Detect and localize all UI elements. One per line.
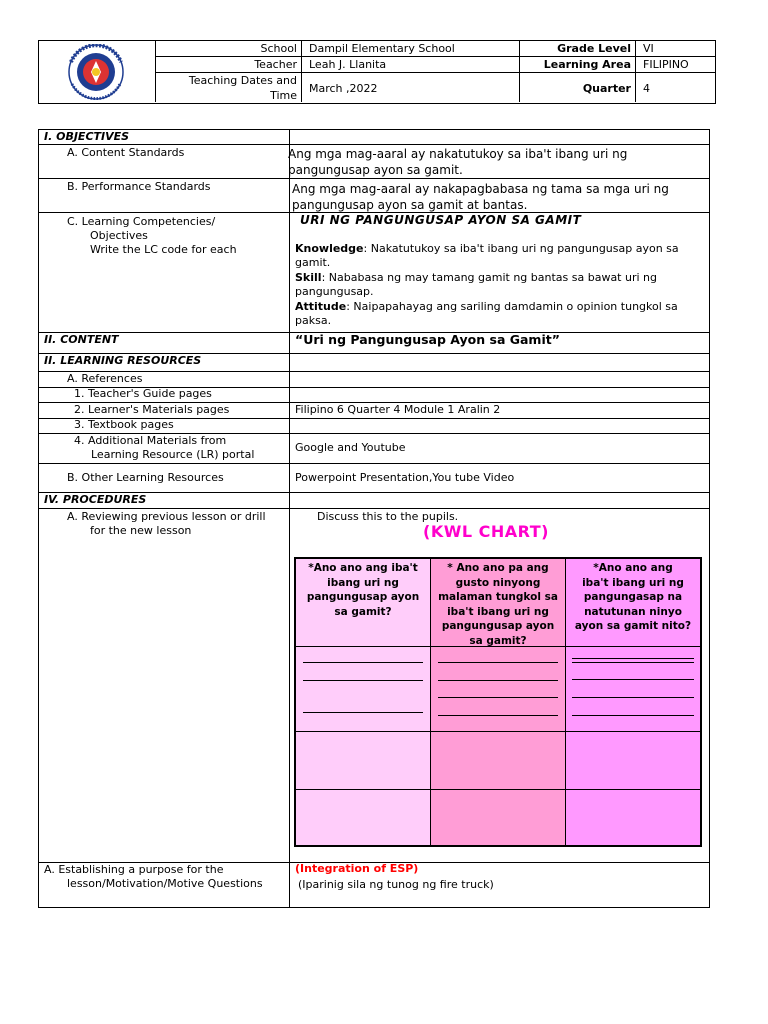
deped-seal-icon [61, 44, 131, 100]
learners-materials-label: 2. Learner's Materials pages [74, 403, 230, 416]
answer-line [438, 697, 558, 698]
other-resources-label: B. Other Learning Resources [67, 471, 224, 484]
resources-heading: II. LEARNING RESOURCES [44, 354, 202, 367]
kwl-cell-learned-3 [565, 789, 701, 846]
performance-standards-text: Ang mga mag-aaral ay nakapagbabasa ng tama sa mga uri ng pangungusap ayon sa gamit at bantas. [292, 182, 669, 212]
answer-line [572, 658, 694, 659]
answer-line [572, 679, 694, 680]
teachers-guide-label: 1. Teacher's Guide pages [74, 387, 212, 400]
content-value: “Uri ng Pangungusap Ayon sa Gamit” [295, 332, 560, 347]
school-label: School [260, 42, 297, 55]
performance-standards-label: B. Performance Standards [67, 180, 211, 193]
dates-label-2: Time [270, 89, 297, 102]
school-value: Dampil Elementary School [309, 42, 455, 55]
kwl-chart [294, 557, 702, 847]
answer-line [303, 662, 423, 663]
answer-line [438, 662, 558, 663]
learners-materials-value: Filipino 6 Quarter 4 Module 1 Aralin 2 [295, 403, 501, 416]
answer-line [438, 680, 558, 681]
review-label: A. Reviewing previous lesson or drill for the new lesson [67, 510, 266, 537]
area-value: FILIPINO [643, 58, 689, 71]
kwl-header-want: * Ano ano pa ang gusto ninyong malaman tungkol sa iba't ibang uri ng pangungusap ayon sa gamit? [430, 558, 566, 647]
quarter-value: 4 [643, 82, 650, 95]
content-heading: II. CONTENT [44, 333, 119, 346]
kwl-cell-want-1 [430, 646, 566, 732]
answer-line [303, 680, 423, 681]
kwl-title: (KWL CHART) [423, 522, 549, 541]
kwl-cell-learned-2 [565, 731, 701, 790]
header-table [38, 40, 716, 104]
other-resources-value: Powerpoint Presentation,You tube Video [295, 471, 515, 484]
references-label: A. References [67, 372, 143, 385]
additional-materials-value: Google and Youtube [295, 441, 406, 454]
kwl-header-learned: *Ano ano ang iba't ibang uri ng pangungasap na natutunan ninyo ayon sa gamit nito? [565, 558, 701, 647]
purpose-label: A. Establishing a purpose for the lesson/Motivation/Motive Questions [44, 863, 263, 890]
answer-line [438, 715, 558, 716]
dates-label-1: Teaching Dates and [188, 74, 297, 87]
quarter-label: Quarter [582, 82, 631, 95]
dates-value: March ,2022 [309, 82, 378, 95]
teacher-value: Leah J. Llanita [309, 58, 387, 71]
kwl-cell-know-1 [295, 646, 431, 732]
procedures-heading: IV. PROCEDURES [44, 493, 147, 506]
kwl-cell-want-3 [430, 789, 566, 846]
kwl-cell-want-2 [430, 731, 566, 790]
objectives-heading: I. OBJECTIVES [44, 130, 130, 143]
kwl-cell-know-2 [295, 731, 431, 790]
content-standards-text: Ang mga mag-aaral ay nakatutukoy sa iba't ibang uri ng pangungusap ayon sa gamit. [288, 147, 628, 177]
esp-integration: (Integration of ESP) [295, 862, 419, 875]
teacher-label: Teacher [254, 58, 297, 71]
answer-line [572, 697, 694, 698]
kwl-cell-know-3 [295, 789, 431, 846]
answer-line [572, 662, 694, 663]
answer-line [572, 715, 694, 716]
content-standards-label: A. Content Standards [67, 146, 185, 159]
logo-cell [39, 41, 156, 102]
discuss-text: Discuss this to the pupils. [317, 510, 459, 523]
lc-details: Knowledge: Nakatutukoy sa iba't ibang uri ng pangungusap ayon sa gamit. Skill: Nababasa ng may tamang gamit ng bantas sa bawat uri ng pangungusap. Attitude: Naipapahayag ang sariling damdamin o opinion tungkol sa paksa. [295, 242, 679, 327]
learning-competencies-label: C. Learning Competencies/ Objectives Write the LC code for each [67, 215, 237, 256]
grade-value: VI [643, 42, 654, 55]
kwl-header-know: *Ano ano ang iba't ibang uri ng pangungusap ayon sa gamit? [295, 558, 431, 647]
area-label: Learning Area [543, 58, 631, 71]
answer-line [303, 712, 423, 713]
textbook-label: 3. Textbook pages [74, 418, 174, 431]
grade-label: Grade Level [557, 42, 631, 55]
additional-materials-label: 4. Additional Materials from Learning Resource (LR) portal [74, 434, 255, 461]
iparinig-text: (Iparinig sila ng tunog ng fire truck) [298, 878, 494, 891]
lc-title: URI NG PANGUNGUSAP AYON SA GAMIT [300, 213, 582, 227]
